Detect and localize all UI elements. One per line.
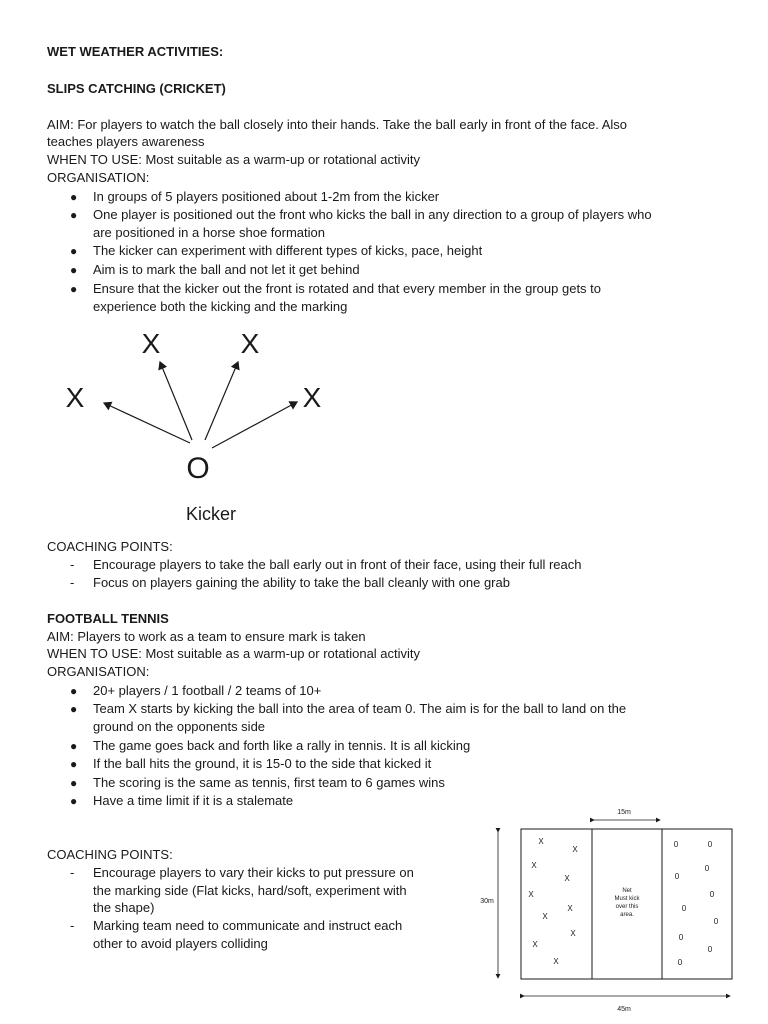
- dim-label-side: 30m: [480, 898, 494, 905]
- team-x-player: X: [570, 929, 576, 938]
- bullet-icon: ●: [70, 757, 78, 771]
- section2-coaching-item-cont: the shape): [93, 900, 155, 915]
- section1-coaching-item: Encourage players to take the ball early out in front of their face, using their full reach: [93, 557, 582, 572]
- section1-org-item: The kicker can experiment with different types of kicks, pace, height: [93, 243, 483, 258]
- section1-org-item: In groups of 5 players positioned about 1-2m from the kicker: [93, 189, 440, 204]
- team-x-player: X: [528, 890, 534, 899]
- section2-org-item: Team X starts by kicking the ball into the area of team 0. The aim is for the ball to land on the: [93, 701, 627, 716]
- section2-org-item: If the ball hits the ground, it is 15-0 to the side that kicked it: [93, 756, 432, 771]
- bullet-icon: ●: [70, 702, 78, 716]
- kicker-label: Kicker: [185, 504, 237, 524]
- bullet-icon: ●: [70, 739, 78, 753]
- field-diagram: [474, 802, 744, 1020]
- section1-coaching-label: COACHING POINTS:: [47, 539, 173, 554]
- section2-coaching-label: COACHING POINTS:: [47, 847, 173, 862]
- team-x-player: X: [538, 837, 544, 846]
- team-x-player: X: [531, 861, 537, 870]
- section1-org-item-cont: are positioned in a horse shoe formation: [93, 225, 325, 240]
- kicker-mark: O: [186, 452, 210, 485]
- bullet-icon: ●: [70, 776, 78, 790]
- section1-title: SLIPS CATCHING (CRICKET): [47, 81, 226, 96]
- section1-org-label: ORGANISATION:: [47, 170, 150, 185]
- team-o-player: 0: [707, 840, 713, 849]
- team-x-player: X: [572, 845, 578, 854]
- section2-coaching-item: Encourage players to vary their kicks to put pressure on: [93, 865, 414, 880]
- bullet-icon: ●: [70, 263, 78, 277]
- team-o-player: 0: [704, 864, 710, 873]
- player-mark-left: X: [65, 382, 85, 413]
- team-x-player: X: [564, 874, 570, 883]
- section2-org-item: Have a time limit if it is a stalemate: [93, 793, 294, 808]
- dim-label-bottom: 45m: [617, 1006, 631, 1013]
- document-heading: WET WEATHER ACTIVITIES:: [47, 44, 224, 59]
- team-o-player: 0: [678, 933, 684, 942]
- section1-org-item: Aim is to mark the ball and not let it get behind: [93, 262, 360, 277]
- section2-org-item: The scoring is the same as tennis, first team to 6 games wins: [93, 775, 445, 790]
- arrow-top-left: [160, 362, 192, 440]
- arrow-top-right: [205, 362, 238, 440]
- section2-coaching-item: Marking team need to communicate and instruct each: [93, 918, 403, 933]
- team-o-player: 0: [681, 904, 687, 913]
- section2-coaching-item-cont: the marking side (Flat kicks, hard/soft, experiment with: [93, 883, 407, 898]
- net-text-line2: Must kick: [614, 896, 640, 902]
- bullet-icon: ●: [70, 684, 78, 698]
- section2-when: WHEN TO USE: Most suitable as a warm-up or rotational activity: [47, 646, 421, 661]
- arrow-right: [212, 402, 297, 448]
- section2-org-label: ORGANISATION:: [47, 664, 150, 679]
- team-o-player: 0: [713, 917, 719, 926]
- section2-aim: AIM: Players to work as a team to ensure mark is taken: [47, 629, 366, 644]
- team-o-player: 0: [707, 945, 713, 954]
- bullet-icon: ●: [70, 282, 78, 296]
- section2-org-item: The game goes back and forth like a rally in tennis. It is all kicking: [93, 738, 471, 753]
- net-text-line4: area.: [620, 912, 634, 918]
- dash-marker: -: [70, 918, 75, 933]
- section1-aim-line1: AIM: For players to watch the ball closely into their hands. Take the ball early in front of the face. Also: [47, 117, 628, 132]
- section1-org-item: One player is positioned out the front who kicks the ball in any direction to a group of players who: [93, 207, 652, 222]
- bullet-icon: ●: [70, 190, 78, 204]
- section2-title: FOOTBALL TENNIS: [47, 611, 169, 626]
- player-mark-top-left: X: [141, 328, 161, 359]
- bullet-icon: ●: [70, 794, 78, 808]
- section1-coaching-item: Focus on players gaining the ability to take the ball cleanly with one grab: [93, 575, 510, 590]
- horseshoe-diagram: [40, 318, 360, 528]
- bullet-icon: ●: [70, 208, 78, 222]
- player-mark-top-right: X: [240, 328, 260, 359]
- net-text-line1: Net: [622, 888, 632, 894]
- team-x-player: X: [542, 912, 548, 921]
- dim-label-top: 15m: [617, 809, 631, 816]
- section2-org-item: 20+ players / 1 football / 2 teams of 10+: [93, 683, 322, 698]
- bullet-icon: ●: [70, 244, 78, 258]
- section1-org-item: Ensure that the kicker out the front is rotated and that every member in the group gets to: [93, 281, 602, 296]
- team-o-player: 0: [674, 872, 680, 881]
- dash-marker: -: [70, 575, 75, 590]
- section2-coaching-item-cont: other to avoid players colliding: [93, 936, 268, 951]
- section1-org-item-cont: experience both the kicking and the marking: [93, 299, 348, 314]
- dash-marker: -: [70, 865, 75, 880]
- dash-marker: -: [70, 557, 75, 572]
- arrow-left: [104, 403, 190, 443]
- player-mark-right: X: [302, 382, 322, 413]
- section1-aim-line2: teaches players awareness: [47, 134, 205, 149]
- section2-org-item-cont: ground on the opponents side: [93, 719, 266, 734]
- team-o-player: 0: [709, 890, 715, 899]
- team-o-player: 0: [673, 840, 679, 849]
- net-text-line3: over this: [615, 904, 639, 910]
- team-x-player: X: [532, 940, 538, 949]
- team-x-player: X: [567, 904, 573, 913]
- team-x-player: X: [553, 957, 559, 966]
- team-o-player: 0: [677, 958, 683, 967]
- section1-when: WHEN TO USE: Most suitable as a warm-up or rotational activity: [47, 152, 421, 167]
